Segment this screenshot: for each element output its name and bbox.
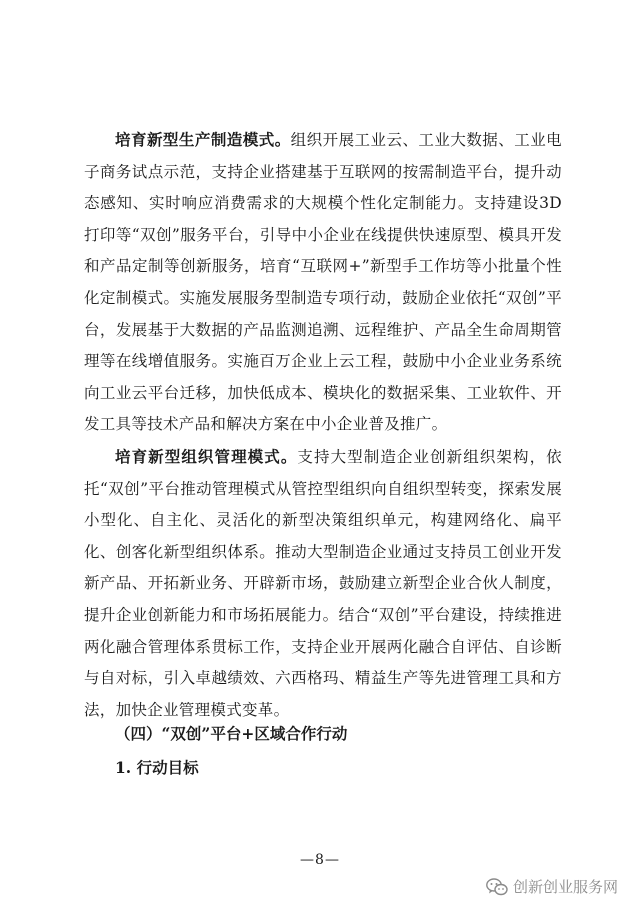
paragraph-text: 组织开展工业云、工业大数据、工业电子商务试点示范，支持企业搭建基于互联网的按需制造平台，提升动态感知、实时响应消费需求的大规模个性化定制能力。支持建设3D打印等“双创”服务平台，引导中小企业在线提供快速原型、模具开发和产品定制等创新服务，培育“互联网+”新型手工作坊等小批量个性化定制模式。实施发展服务型制造专项行动，鼓励企业依托“双创”平台，发展基于大数据的产品监测追溯、远程维护、产品全生命周期管理等在线增值服务。实施百万企业上云工程，鼓励中小企业业务系统向工业云平台迁移，加快低成本、模块化的数据采集、工业软件、开发工具等技术产品和解决方案在中小企业普及推广。 [84, 131, 562, 434]
paragraph-production-mode [84, 124, 562, 441]
document-body [84, 124, 562, 726]
watermark-text: 创新创业服务网 [512, 878, 618, 896]
wechat-icon [486, 878, 508, 896]
paragraph-lead: 培育新型生产制造模式。 [115, 130, 291, 149]
paragraph-text: 支持大型制造企业创新组织架构，依托“双创”平台推动管理模式从管控型组织向自组织型转变，探索发展小型化、自主化、灵活化的新型决策组织单元，构建网络化、扁平化、创客化新型组织体系。推动大型制造企业通过支持员工创业开发新产品、开拓新业务、开辟新市场，鼓励建立新型企业合伙人制度，提升企业创新能力和市场拓展能力。结合“双创”平台建设，持续推进两化融合管理体系贯标工作，支持企业开展两化融合自评估、自诊断与自对标，引入卓越绩效、六西格玛、精益生产等先进管理工具和方法，加快企业管理模式变革。 [84, 447, 562, 719]
paragraph-management-mode [84, 441, 562, 726]
subsection-heading: 1. 行动目标 [115, 758, 199, 777]
section-heading: （四）“双创”平台+区域合作行动 [115, 724, 348, 743]
watermark [486, 876, 618, 897]
paragraph-lead: 培育新型组织管理模式。 [115, 446, 298, 466]
page-number: —8— [300, 852, 340, 868]
